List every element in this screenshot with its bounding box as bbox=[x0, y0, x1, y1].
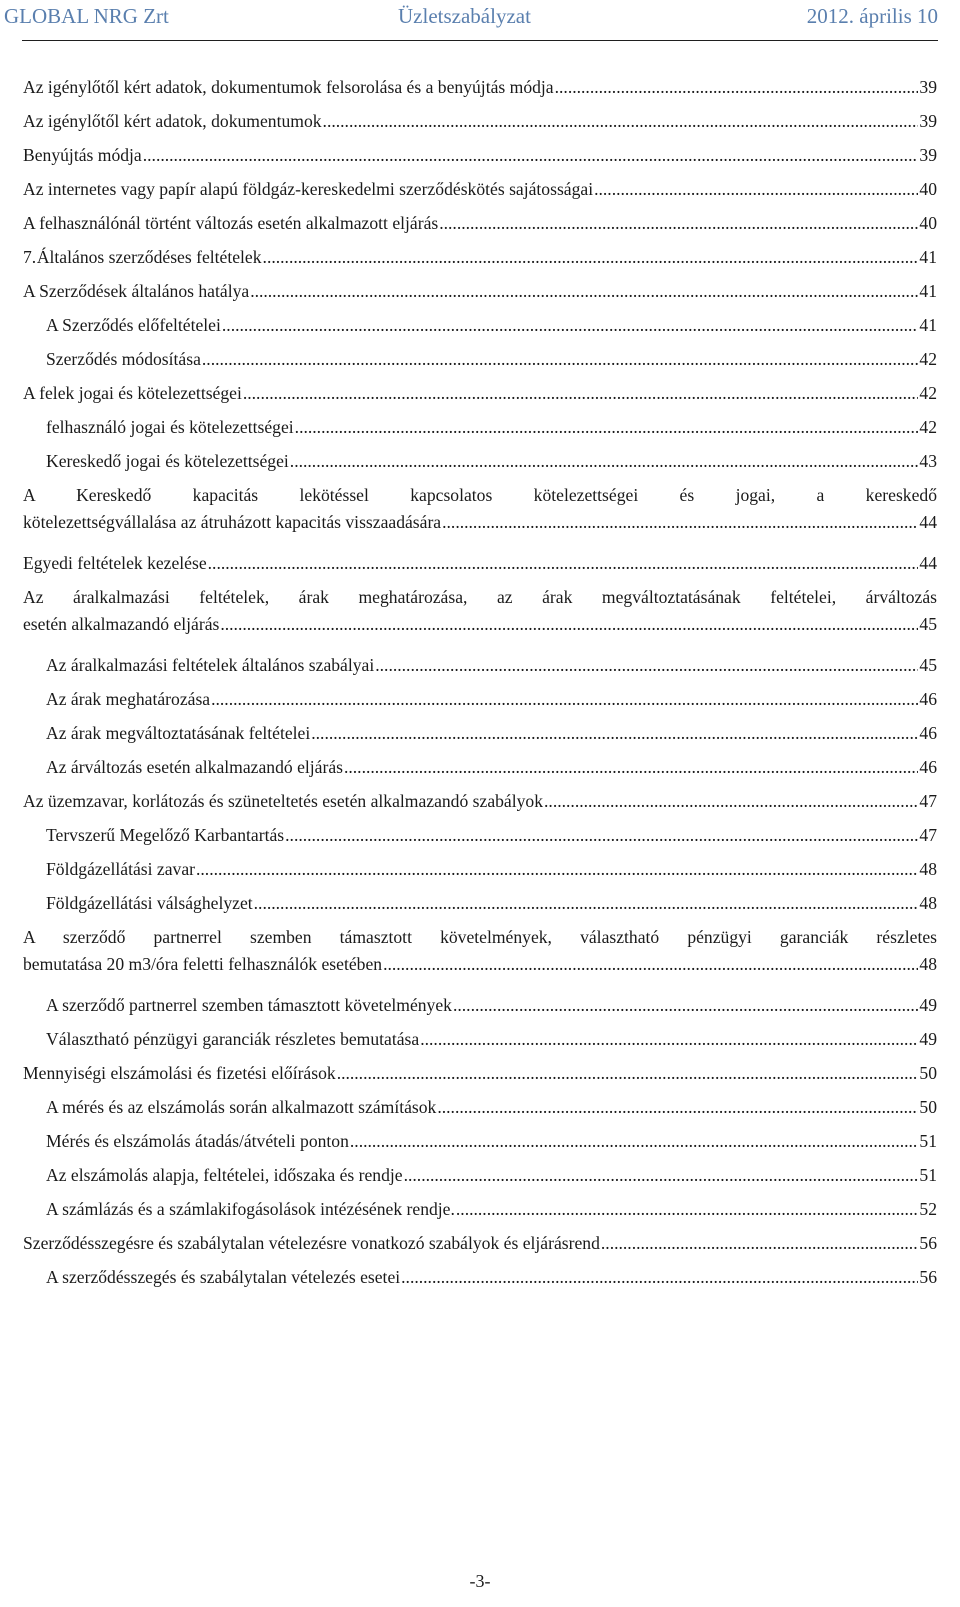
toc-page-number: 41 bbox=[919, 315, 937, 335]
toc-dot-leader bbox=[401, 1264, 918, 1291]
toc-dot-leader bbox=[594, 176, 918, 203]
toc-dot-leader bbox=[196, 856, 918, 883]
toc-entry-title-line: Az áralkalmazási feltételek, árak meghatározása, az árak megváltoztatásának feltételei, árváltozás bbox=[23, 587, 937, 607]
toc-page-number: 42 bbox=[919, 383, 937, 403]
toc-entry-title: A számlázás és a számlakifogásolások intézésének rendje. bbox=[46, 1199, 455, 1219]
toc-entry[interactable] bbox=[23, 482, 937, 536]
toc-entry-title: bemutatása 20 m3/óra feletti felhasználók esetében bbox=[23, 954, 383, 974]
toc-dot-leader bbox=[295, 414, 919, 441]
toc-entry-title: A felhasználónál történt változás esetén alkalmazott eljárás bbox=[23, 213, 439, 233]
toc-entry[interactable] bbox=[23, 584, 937, 638]
toc-entry-title: Földgázellátási válsághelyzet bbox=[46, 893, 253, 913]
toc-dot-leader bbox=[344, 754, 918, 781]
toc-page-number: 40 bbox=[919, 179, 937, 199]
toc-page-number: 39 bbox=[919, 145, 937, 165]
toc-entry-title: Mennyiségi elszámolási és fizetési előírások bbox=[23, 1063, 336, 1083]
toc-entry[interactable] bbox=[23, 856, 937, 883]
toc-entry[interactable] bbox=[23, 142, 937, 169]
toc-page-number: 41 bbox=[919, 281, 937, 301]
toc-entry[interactable] bbox=[23, 992, 937, 1019]
toc-entry-title: Mérés és elszámolás átadás/átvételi ponton bbox=[46, 1131, 349, 1151]
toc-entry-title: Az árak megváltoztatásának feltételei bbox=[46, 723, 311, 743]
toc-page-number: 49 bbox=[919, 995, 937, 1015]
toc-page-number: 39 bbox=[919, 77, 937, 97]
toc-dot-leader bbox=[456, 1196, 919, 1223]
header-document-title: Üzletszabályzat bbox=[398, 4, 531, 28]
page-header bbox=[0, 4, 960, 36]
toc-page-number: 45 bbox=[919, 655, 937, 675]
toc-page-number: 42 bbox=[919, 349, 937, 369]
toc-entry[interactable] bbox=[23, 1264, 937, 1291]
toc-dot-leader bbox=[383, 951, 918, 978]
toc-entry[interactable] bbox=[23, 822, 937, 849]
toc-page-number: 42 bbox=[919, 417, 937, 437]
toc-dot-leader bbox=[250, 278, 918, 305]
toc-dot-leader bbox=[311, 720, 918, 747]
toc-entry-title: Tervszerű Megelőző Karbantartás bbox=[46, 825, 285, 845]
toc-entry-title: A szerződésszegés és szabálytalan vételezés esetei bbox=[46, 1267, 401, 1287]
toc-dot-leader bbox=[263, 244, 919, 271]
toc-page-number: 44 bbox=[919, 553, 937, 573]
toc-entry-title: Az igénylőtől kért adatok, dokumentumok felsorolása és a benyújtás módja bbox=[23, 77, 554, 97]
toc-page-number: 52 bbox=[919, 1199, 937, 1219]
toc-page-number: 48 bbox=[919, 859, 937, 879]
toc-entry[interactable] bbox=[23, 1196, 937, 1223]
toc-entry[interactable] bbox=[23, 1094, 937, 1121]
toc-entry-title: Benyújtás módja bbox=[23, 145, 142, 165]
toc-page-number: 50 bbox=[919, 1063, 937, 1083]
toc-dot-leader bbox=[350, 1128, 919, 1155]
toc-page-number: 46 bbox=[919, 689, 937, 709]
toc-page-number: 46 bbox=[919, 757, 937, 777]
toc-page-number: 49 bbox=[919, 1029, 937, 1049]
toc-entry[interactable] bbox=[23, 346, 937, 373]
toc-entry-title: A felek jogai és kötelezettségei bbox=[23, 383, 242, 403]
toc-entry[interactable] bbox=[23, 380, 937, 407]
toc-page-number: 48 bbox=[919, 954, 937, 974]
toc-page-number: 48 bbox=[919, 893, 937, 913]
toc-entry-title: Az internetes vagy papír alapú földgáz-kereskedelmi szerződéskötés sajátosságai bbox=[23, 179, 594, 199]
toc-entry[interactable] bbox=[23, 652, 937, 679]
toc-entry[interactable] bbox=[23, 244, 937, 271]
toc-dot-leader bbox=[601, 1230, 919, 1257]
toc-entry[interactable] bbox=[23, 1162, 937, 1189]
toc-entry-title: Az árváltozás esetén alkalmazandó eljárás bbox=[46, 757, 343, 777]
toc-dot-leader bbox=[211, 686, 918, 713]
toc-dot-leader bbox=[544, 788, 918, 815]
toc-entry[interactable] bbox=[23, 108, 937, 135]
toc-dot-leader bbox=[254, 890, 919, 917]
toc-page-number: 40 bbox=[919, 213, 937, 233]
toc-dot-leader bbox=[375, 652, 918, 679]
header-divider bbox=[22, 40, 938, 41]
toc-entry[interactable] bbox=[23, 720, 937, 747]
toc-page-number: 51 bbox=[919, 1131, 937, 1151]
toc-entry-title: Az elszámolás alapja, feltételei, időszaka és rendje bbox=[46, 1165, 403, 1185]
toc-entry-title: Szerződés módosítása bbox=[46, 349, 201, 369]
toc-entry-title: A szerződő partnerrel szemben támasztott követelmények bbox=[46, 995, 452, 1015]
toc-entry[interactable] bbox=[23, 278, 937, 305]
toc-dot-leader bbox=[290, 448, 919, 475]
toc-entry-title: Az igénylőtől kért adatok, dokumentumok bbox=[23, 111, 322, 131]
toc-page-number: 46 bbox=[919, 723, 937, 743]
toc-page-number: 41 bbox=[919, 247, 937, 267]
toc-entry-title: Az áralkalmazási feltételek általános szabályai bbox=[46, 655, 375, 675]
toc-dot-leader bbox=[442, 509, 918, 536]
toc-entry-title: Általános szerződéses feltételek bbox=[36, 247, 262, 267]
toc-entry-number: 7. bbox=[23, 247, 37, 267]
toc-entry-title: Választható pénzügyi garanciák részletes bemutatása bbox=[46, 1029, 420, 1049]
toc-entry[interactable] bbox=[23, 414, 937, 441]
toc-entry-title: Földgázellátási zavar bbox=[46, 859, 195, 879]
toc-page-number: 56 bbox=[919, 1233, 937, 1253]
toc-entry-title: kötelezettségvállalása az átruházott kapacitás visszaadására bbox=[23, 512, 442, 532]
toc-entry-title-line: A szerződő partnerrel szemben támasztott követelmények, választható pénzügyi garanciák részletes bbox=[23, 927, 937, 947]
toc-page-number: 47 bbox=[919, 825, 937, 845]
toc-dot-leader bbox=[222, 312, 919, 339]
toc-dot-leader bbox=[285, 822, 918, 849]
toc-entry-title: Szerződésszegésre és szabálytalan vételezésre vonatkozó szabályok és eljárásrend bbox=[23, 1233, 600, 1253]
toc-dot-leader bbox=[220, 611, 918, 638]
toc-dot-leader bbox=[420, 1026, 918, 1053]
toc-entry-title: A Szerződések általános hatálya bbox=[23, 281, 250, 301]
toc-page-number: 47 bbox=[919, 791, 937, 811]
toc-dot-leader bbox=[243, 380, 919, 407]
toc-entry[interactable] bbox=[23, 1026, 937, 1053]
toc-entry-title: A Szerződés előfeltételei bbox=[46, 315, 221, 335]
toc-page-number: 39 bbox=[919, 111, 937, 131]
toc-dot-leader bbox=[143, 142, 919, 169]
toc-page-number: 50 bbox=[919, 1097, 937, 1117]
header-date: 2012. április 10 bbox=[806, 4, 938, 28]
toc-page-number: 56 bbox=[919, 1267, 937, 1287]
toc-dot-leader bbox=[323, 108, 919, 135]
toc-entry-title-line: A Kereskedő kapacitás lekötéssel kapcsolatos kötelezettségei és jogai, a kereskedő bbox=[23, 485, 937, 505]
toc-entry[interactable] bbox=[23, 686, 937, 713]
toc-dot-leader bbox=[337, 1060, 919, 1087]
toc-entry[interactable] bbox=[23, 210, 937, 237]
toc-page-number: 51 bbox=[919, 1165, 937, 1185]
toc-entry-title: Kereskedő jogai és kötelezettségei bbox=[46, 451, 289, 471]
toc-dot-leader bbox=[208, 550, 919, 577]
toc-entry-title: A mérés és az elszámolás során alkalmazott számítások bbox=[46, 1097, 437, 1117]
toc-page-number: 44 bbox=[919, 512, 937, 532]
toc-entry[interactable] bbox=[23, 176, 937, 203]
toc-dot-leader bbox=[453, 992, 918, 1019]
toc-entry[interactable] bbox=[23, 754, 937, 781]
header-company: GLOBAL NRG Zrt bbox=[4, 4, 169, 28]
toc-entry[interactable] bbox=[23, 890, 937, 917]
toc-entry-title: Az üzemzavar, korlátozás és szüneteltetés esetén alkalmazandó szabályok bbox=[23, 791, 544, 811]
toc-entry-title: felhasználó jogai és kötelezettségei bbox=[46, 417, 294, 437]
toc-entry[interactable] bbox=[23, 550, 937, 577]
toc-entry-title: Az árak meghatározása bbox=[46, 689, 211, 709]
toc-entry[interactable] bbox=[23, 448, 937, 475]
toc-dot-leader bbox=[439, 210, 918, 237]
toc-entry[interactable] bbox=[23, 1128, 937, 1155]
toc-entry[interactable] bbox=[23, 1060, 937, 1087]
toc-entry-title: Egyedi feltételek kezelése bbox=[23, 553, 207, 573]
toc-dot-leader bbox=[437, 1094, 918, 1121]
toc-entry[interactable] bbox=[23, 1230, 937, 1257]
toc-dot-leader bbox=[202, 346, 919, 373]
toc-page-number: 45 bbox=[919, 614, 937, 634]
toc-page-number: 43 bbox=[919, 451, 937, 471]
toc-entry[interactable] bbox=[23, 74, 937, 101]
toc-entry[interactable] bbox=[23, 788, 937, 815]
toc-entry[interactable] bbox=[23, 312, 937, 339]
toc-entry-title: esetén alkalmazandó eljárás bbox=[23, 614, 220, 634]
toc-dot-leader bbox=[555, 74, 919, 101]
toc-dot-leader bbox=[404, 1162, 919, 1189]
page-number: -3- bbox=[469, 1571, 491, 1591]
toc-entry[interactable] bbox=[23, 924, 937, 978]
